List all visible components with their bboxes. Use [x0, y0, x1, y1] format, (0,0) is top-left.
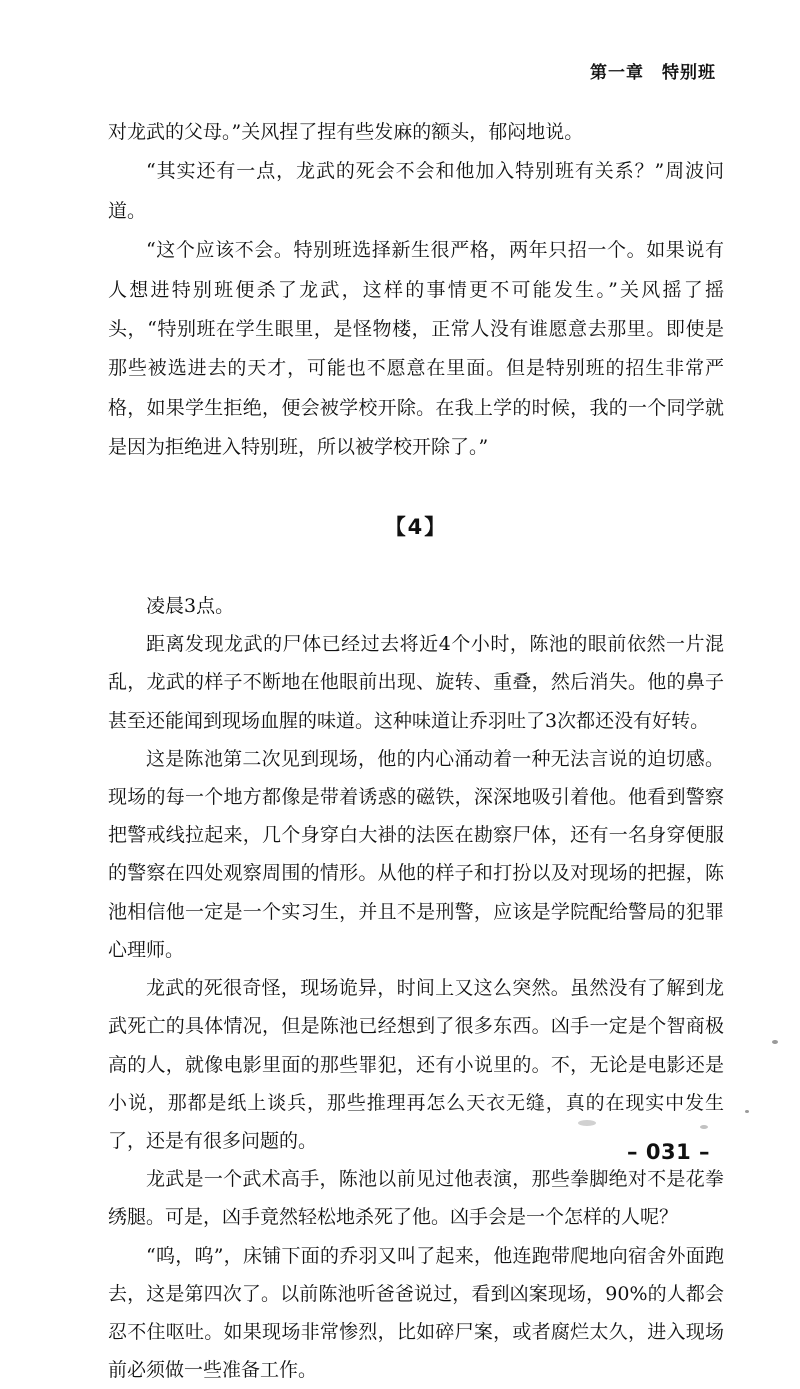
body-text	[108, 113, 724, 1389]
running-header: 第一章 特别班	[590, 63, 716, 83]
paragraph: “其实还有一点，龙武的死会不会和他加入特别班有关系？”周波问道。	[108, 160, 724, 222]
scan-speck	[700, 1125, 708, 1129]
paragraph: 龙武是一个武术高手，陈池以前见过他表演，那些拳脚绝对不是花拳绣腿。可是，凶手竟然轻松地杀死了他。凶手会是一个怎样的人呢？	[108, 1168, 724, 1229]
paragraph: 这是陈池第二次见到现场，他的内心涌动着一种无法言说的迫切感。现场的每一个地方都像是带着诱惑的磁铁，深深地吸引着他。他看到警察把警戒线拉起来，几个身穿白大褂的法医在勘察尸体，还有一名身穿便服的警察在四处观察周围的情形。从他的样子和打扮以及对现场的把握，陈池相信他一定是一个实习生，并且不是刑警，应该是学院配给警局的犯罪心理师。	[108, 747, 724, 961]
page-number: – 031 –	[627, 1140, 710, 1164]
paragraph: 距离发现龙武的尸体已经过去将近4个小时，陈池的眼前依然一片混乱，龙武的样子不断地在他眼前出现、旋转、重叠，然后消失。他的鼻子甚至还能闻到现场血腥的味道。这种味道让乔羽吐了3次都还没有好转。	[108, 633, 724, 732]
paragraph: 凌晨3点。	[146, 595, 235, 618]
scan-speck	[745, 1110, 749, 1113]
section-heading: 【4】	[384, 514, 448, 539]
paragraph: 龙武的死很奇怪，现场诡异，时间上又这么突然。虽然没有了解到龙武死亡的具体情况，但是陈池已经想到了很多东西。凶手一定是个智商极高的人，就像电影里面的那些罪犯，还有小说里的。不，无论是电影还是小说，那都是纸上谈兵，那些推理再怎么天衣无缝，真的在现实中发生了，还是有很多问题的。	[108, 977, 724, 1152]
scan-speck	[772, 1040, 778, 1044]
paragraph: “这个应该不会。特别班选择新生很严格，两年只招一个。如果说有人想进特别班便杀了龙武，这样的事情更不可能发生。”关风摇了摇头，“特别班在学生眼里，是怪物楼，正常人没有谁愿意去那里。即使是那些被选进去的天才，可能也不愿意在里面。但是特别班的招生非常严格，如果学生拒绝，便会被学校开除。在我上学的时候，我的一个同学就是因为拒绝进入特别班，所以被学校开除了。”	[108, 239, 724, 459]
paragraph: 对龙武的父母。”关风捏了捏有些发麻的额头，郁闷地说。	[108, 121, 584, 143]
scan-speck	[578, 1120, 596, 1126]
paragraph: “呜，呜”，床铺下面的乔羽又叫了起来，他连跑带爬地向宿舍外面跑去，这是第四次了。以前陈池听爸爸说过，看到凶案现场，90%的人都会忍不住呕吐。如果现场非常惨烈，比如碎尸案，或者腐烂太久，进入现场前必须做一些准备工作。	[108, 1244, 724, 1382]
